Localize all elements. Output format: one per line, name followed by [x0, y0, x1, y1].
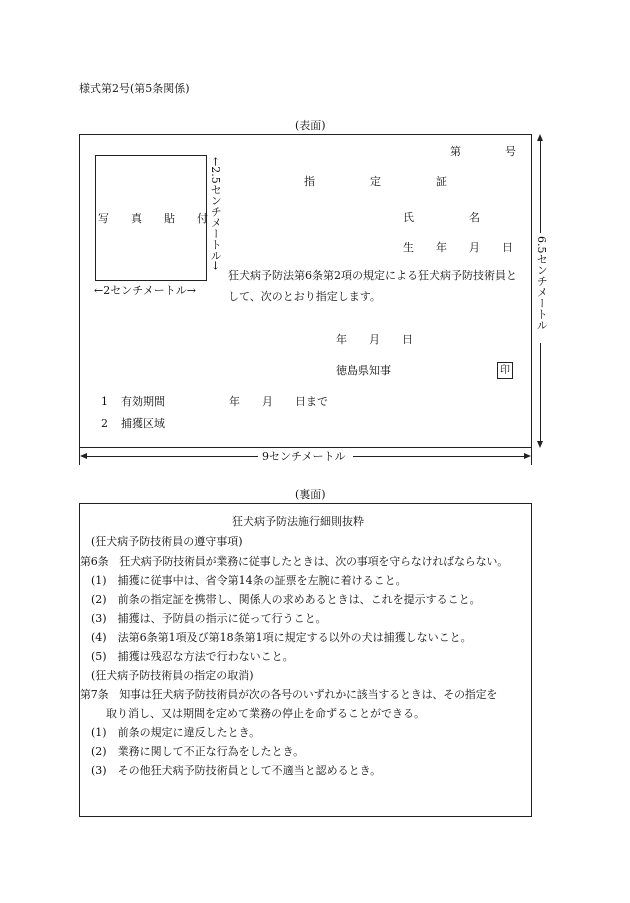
name-label: 氏 名 — [403, 211, 480, 224]
list-item: (3) その他狂犬病予防技術員として不適当と認めるとき。 — [91, 764, 382, 777]
list-item: (3) 捕獲は、予防員の指示に従って行うこと。 — [91, 612, 327, 625]
list-item: (1) 捕獲に従事中は、省令第14条の証票を左腕に着けること。 — [91, 574, 407, 587]
seal-mark: 印 — [497, 362, 513, 379]
item-number: 2 — [101, 417, 108, 430]
list-item: (4) 法第6条第1項及び第18条第1項に規定する以外の犬は捕獲しないこと。 — [91, 631, 472, 644]
body-text-line1: 狂犬病予防法第6条第2項の規定による狂犬病予防技術員と — [228, 269, 517, 282]
height-dimension-label: 6.5センチメートル — [535, 236, 549, 331]
article-text: 第6条 狂犬病予防技術員が業務に従事したときは、次の事項を守らなければならない。 — [80, 555, 508, 568]
width-dimension-line-right — [353, 456, 528, 457]
photo-label: 写 真 貼 付 — [98, 212, 208, 225]
photo-width-dimension: ←2センチメートル→ — [94, 284, 196, 297]
arrow-right-icon — [524, 453, 531, 459]
birthdate-label: 生 年 月 日 — [403, 241, 513, 254]
list-item: (5) 捕獲は残忍な方法で行わないこと。 — [91, 650, 294, 663]
list-item: (2) 業務に関して不正な行為をしたとき。 — [91, 745, 305, 758]
certificate-number: 第 号 — [450, 145, 516, 158]
back-card — [79, 503, 532, 817]
width-dimension-line-left — [82, 456, 258, 457]
front-label: (表面) — [295, 119, 326, 132]
width-dimension-tick-right — [531, 448, 532, 465]
form-label: 様式第2号(第5条関係) — [79, 82, 190, 95]
section-heading: (狂犬病予防技術員の指定の取消) — [91, 669, 254, 682]
article-text: 第7条 知事は狂犬病予防技術員が次の各号のいずれかに該当するときは、その指定を — [80, 688, 498, 701]
height-dimension-line-top — [540, 137, 541, 233]
back-title: 狂犬病予防法施行細則抜粋 — [232, 515, 364, 528]
certificate-title: 指 定 証 — [304, 175, 447, 188]
list-item: (1) 前条の規定に違反したとき。 — [91, 726, 261, 739]
photo-height-dimension: ←2.5センチメートル→ — [209, 157, 223, 270]
issuer-name: 徳島県知事 — [336, 364, 391, 377]
item-label: 有効期間 — [121, 395, 165, 408]
item-number: 1 — [101, 395, 108, 408]
issue-date: 年 月 日 — [336, 333, 413, 346]
photo-box — [95, 155, 207, 281]
arrow-up-icon — [537, 134, 543, 141]
item-value: 年 月 日まで — [229, 395, 328, 408]
item-label: 捕獲区域 — [121, 417, 165, 430]
arrow-down-icon — [537, 441, 543, 448]
back-label: (裏面) — [295, 488, 326, 501]
front-card — [79, 134, 532, 448]
article-text-continued: 取り消し、又は期間を定めて業務の停止を命ずることができる。 — [106, 707, 425, 720]
arrow-left-icon — [80, 453, 87, 459]
section-heading: (狂犬病予防技術員の遵守事項) — [91, 535, 243, 548]
list-item: (2) 前条の指定証を携帯し、関係人の求めあるときは、これを提示すること。 — [91, 593, 481, 606]
height-dimension-line-bottom — [540, 343, 541, 445]
width-dimension-label: 9センチメートル — [262, 450, 346, 463]
body-text-line2: して、次のとおり指定します。 — [228, 290, 381, 303]
